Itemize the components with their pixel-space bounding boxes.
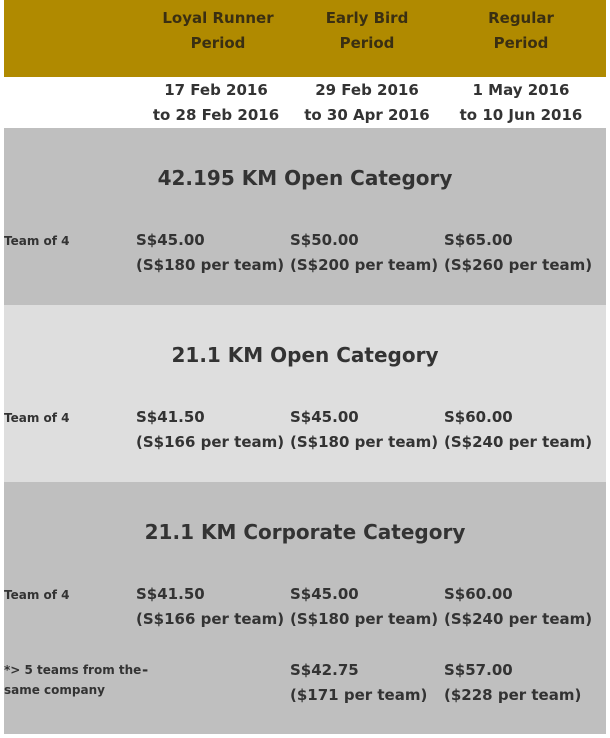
price-per-team: ($171 per team) [290, 686, 428, 704]
section-21km-corporate [4, 482, 606, 734]
column-header-title: Early Bird [325, 9, 409, 27]
price-per-person: S$57.00 [444, 661, 513, 679]
price-per-team: (S$180 per team) [136, 256, 285, 274]
price-per-team: (S$180 per team) [290, 610, 439, 628]
price-per-person: S$60.00 [444, 408, 513, 426]
column-header-regular [446, 6, 596, 56]
price-per-person: S$60.00 [444, 585, 513, 603]
price-per-team: (S$180 per team) [290, 433, 439, 451]
date-end: to 30 Apr 2016 [304, 106, 430, 124]
row-label-line: same company [4, 683, 105, 697]
date-end: to 28 Feb 2016 [152, 106, 280, 124]
price-regular [444, 228, 592, 278]
date-range-row [4, 77, 606, 128]
column-header-title: Regular [488, 9, 554, 27]
price-per-person: S$41.50 [136, 408, 205, 426]
section-42km-open [4, 128, 606, 305]
column-header-title: Loyal Runner [162, 9, 274, 27]
section-title: 21.1 KM Corporate Category [144, 520, 466, 544]
price-early-bird [290, 228, 438, 278]
price-per-team: (S$166 per team) [136, 610, 285, 628]
price-loyal-runner [142, 658, 148, 683]
row-label-team-of-4: Team of 4 [4, 588, 70, 602]
price-loyal-runner [136, 228, 284, 278]
price-regular [444, 658, 581, 708]
price-per-team: (S$260 per team) [444, 256, 593, 274]
price-per-person: S$45.00 [290, 408, 359, 426]
price-early-bird [290, 582, 438, 632]
price-per-person: S$45.00 [136, 231, 205, 249]
column-header-subtitle: Period [190, 34, 246, 52]
price-per-team: (S$240 per team) [444, 433, 593, 451]
price-early-bird [290, 405, 438, 455]
column-header-early-bird [292, 6, 442, 56]
date-start: 1 May 2016 [472, 81, 570, 99]
price-per-person: S$42.75 [290, 661, 359, 679]
section-21km-open [4, 305, 606, 482]
date-range-loyal-runner [139, 78, 293, 128]
date-range-regular [444, 78, 598, 128]
section-title: 21.1 KM Open Category [171, 343, 439, 367]
section-title: 42.195 KM Open Category [157, 166, 453, 190]
date-end: to 10 Jun 2016 [459, 106, 583, 124]
row-label-line: *> 5 teams from the [4, 663, 142, 677]
row-label-team-of-4: Team of 4 [4, 411, 70, 425]
price-regular [444, 405, 592, 455]
price-per-team: (S$166 per team) [136, 433, 285, 451]
price-regular [444, 582, 592, 632]
price-per-person: - [142, 661, 149, 679]
price-per-person: S$65.00 [444, 231, 513, 249]
date-range-early-bird [290, 78, 444, 128]
price-per-team: ($228 per team) [444, 686, 582, 704]
price-per-team: (S$240 per team) [444, 610, 593, 628]
table-header [4, 0, 606, 77]
row-label-multi-team [4, 660, 141, 700]
price-loyal-runner [136, 582, 284, 632]
column-header-loyal-runner [143, 6, 293, 56]
column-header-subtitle: Period [493, 34, 549, 52]
price-loyal-runner [136, 405, 284, 455]
date-start: 17 Feb 2016 [164, 81, 268, 99]
price-early-bird [290, 658, 427, 708]
price-per-person: S$45.00 [290, 585, 359, 603]
date-start: 29 Feb 2016 [315, 81, 419, 99]
price-per-person: S$41.50 [136, 585, 205, 603]
row-label-team-of-4: Team of 4 [4, 234, 70, 248]
price-per-person: S$50.00 [290, 231, 359, 249]
column-header-subtitle: Period [339, 34, 395, 52]
price-per-team: (S$200 per team) [290, 256, 439, 274]
